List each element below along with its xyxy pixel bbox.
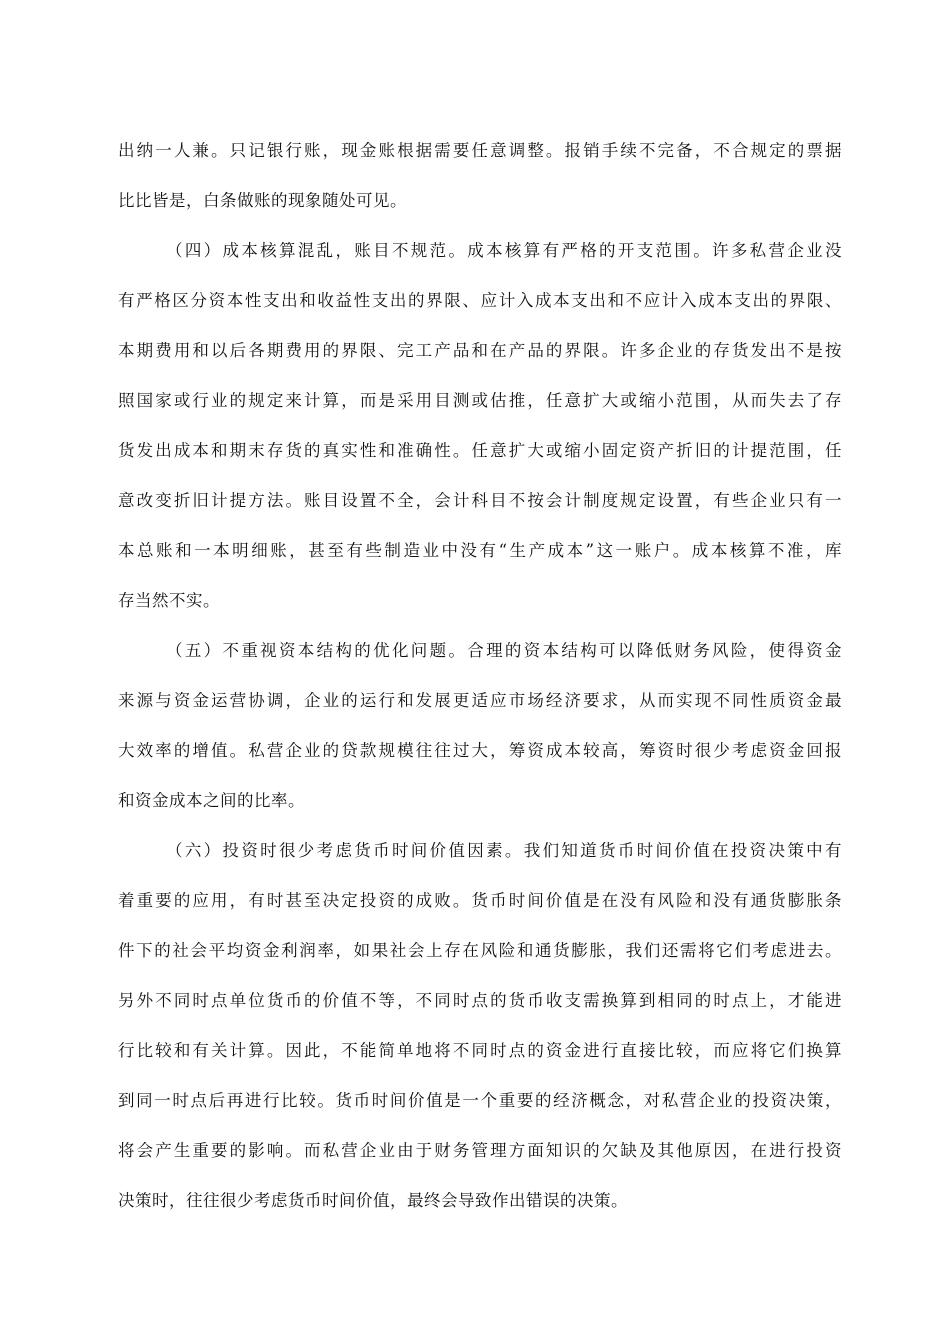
paragraph-line: 着重要的应用，有时甚至决定投资的成败。货币时间价值是在没有风险和没有通货膨胀条 [118,891,842,910]
paragraph-line: 将会产生重要的影响。而私营企业由于财务管理方面知识的欠缺及其他原因，在进行投资 [118,1141,842,1160]
paragraph-line: 照国家或行业的规定来计算，而是采用目测或估推，任意扩大或缩小范围，从而失去了存 [118,391,842,410]
paragraph-line: 和资金成本之间的比率。 [118,791,305,810]
paragraph-line: 意改变折旧计提方法。账目设置不全，会计科目不按会计制度规定设置，有些企业只有一 [118,491,842,510]
paragraph-line: 到同一时点后再进行比较。货币时间价值是一个重要的经济概念，对私营企业的投资决策， [118,1091,842,1110]
paragraph-line: 大效率的增值。私营企业的贷款规模往往过大，筹资成本较高，筹资时很少考虑资金回报 [118,741,842,760]
paragraph-line: 另外不同时点单位货币的价值不等，不同时点的货币收支需换算到相同的时点上，才能进 [118,991,842,1010]
paragraph-line: 出纳一人兼。只记银行账，现金账根据需要任意调整。报销手续不完备，不合规定的票据 [118,141,842,160]
paragraph-line: 决策时，往往很少考虑货币时间价值，最终会导致作出错误的决策。 [118,1191,628,1210]
paragraph-line: （四）成本核算混乱，账目不规范。成本核算有严格的开支范围。许多私营企业没 [166,241,842,260]
paragraph-line: 有严格区分资本性支出和收益性支出的界限、应计入成本支出和不应计入成本支出的界限、 [118,291,842,310]
paragraph-line: 本总账和一本明细账，甚至有些制造业中没有“生产成本”这一账户。成本核算不准，库 [118,541,842,560]
paragraph-line: 行比较和有关计算。因此，不能简单地将不同时点的资金进行直接比较，而应将它们换算 [118,1041,842,1060]
paragraph-line: 货发出成本和期末存货的真实性和准确性。任意扩大或缩小固定资产折旧的计提范围，任 [118,441,842,460]
paragraph-line: （五）不重视资本结构的优化问题。合理的资本结构可以降低财务风险，使得资金 [166,641,842,660]
paragraph-line: 存当然不实。 [118,591,220,610]
paragraph-line: 件下的社会平均资金利润率，如果社会上存在风险和通货膨胀，我们还需将它们考虑进去。 [118,941,842,960]
paragraph-line: 比比皆是，白条做账的现象随处可见。 [118,191,407,210]
paragraph-line: （六）投资时很少考虑货币时间价值因素。我们知道货币时间价值在投资决策中有 [166,841,842,860]
paragraph-line: 本期费用和以后各期费用的界限、完工产品和在产品的界限。许多企业的存货发出不是按 [118,341,842,360]
paragraph-line: 来源与资金运营协调，企业的运行和发展更适应市场经济要求，从而实现不同性质资金最 [118,691,842,710]
